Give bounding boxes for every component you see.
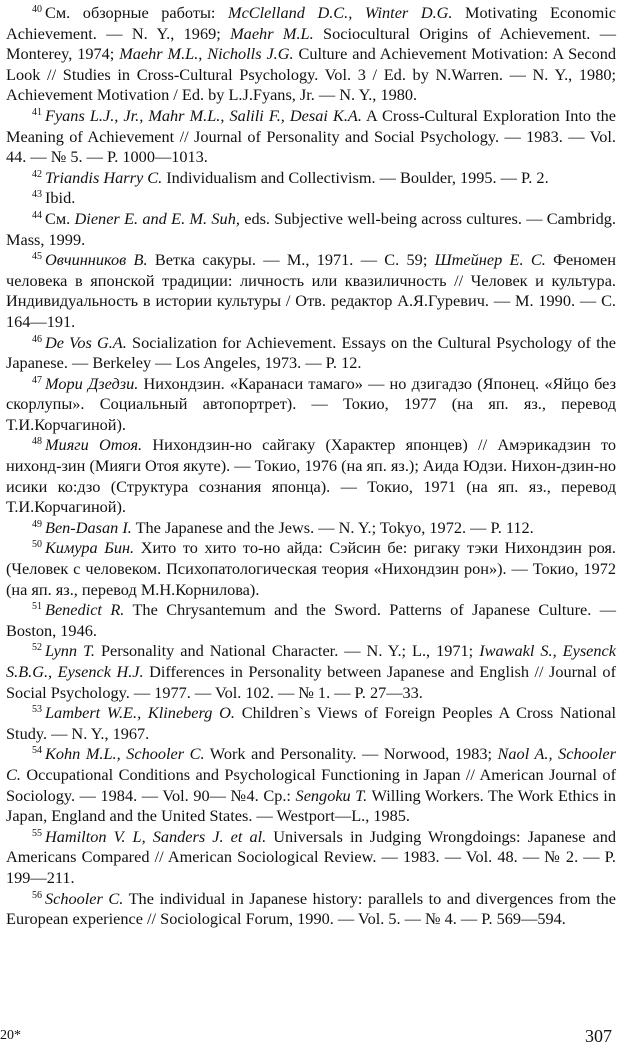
- footnote: [6, 106, 616, 168]
- footnote-text: Occupational Conditions and Psychological Functioning in Japan // American Journal of Sociology. — 1984. — Vol. 90— №4. Cp.:: [6, 764, 616, 805]
- footnote-number: 54: [32, 745, 42, 757]
- footnote-number: 55: [32, 827, 42, 839]
- footnote-author: Мори Дзедзи.: [45, 373, 139, 393]
- footnote-number: 49: [32, 518, 42, 530]
- footnote-author: Кимура Бин.: [45, 538, 135, 558]
- footnote-author: Diener E. and E. M. Suh,: [74, 208, 240, 228]
- footnote-text: Нихондзин-но сайгаку (Характер японцев) // Амэрикадзин то нихонд-зин (Мияги Отоя якуте). — Токио, 1976 (на яп. яз.); Аида Юдзи. Нихон-дзин-но исики ко:дзо (Структура сознания японца). — Токио, 1971 (на яп. яз., перевод Т.И.Корчагиной).: [6, 435, 617, 517]
- footnote-text: Ibid.: [45, 188, 76, 208]
- footnote-author: Naol A., Schooler C.: [6, 744, 616, 784]
- footnote-author: Schooler C.: [45, 888, 124, 908]
- footnote-author: Штейнер Е. С.: [434, 250, 546, 270]
- footnote-author: Maehr M.L., Nicholls J.G.: [119, 44, 294, 64]
- footnote-author: Iwawakl S., Eysenck S.B.G., Eysenck H.J.: [6, 641, 617, 681]
- page-number: 307: [585, 1026, 612, 1046]
- footnote-author: Овчинников В.: [45, 250, 148, 270]
- footnote-text: Нихондзин. «Каранаси тамаго» — но дзигадзо (Японец. «Яйцо без скорлупы». Социальный автопортрет). — Токио, 1977 (на яп. яз., перевод Т.И.Корчагиной).: [6, 373, 616, 434]
- footnote: [6, 209, 616, 250]
- footnote-author: Fyans L.J., Jr., Mahr M.L., Salili F., Desai K.A.: [45, 105, 362, 125]
- footnote-text: См. обзорные работы:: [45, 3, 229, 22]
- footnote-text: Willing Workers. The Work Ethics in Japan, England and the United States. — Westport—L., 1985.: [6, 785, 616, 826]
- footnote: [6, 3, 616, 106]
- footnote-text: См.: [45, 208, 75, 228]
- footnote: [6, 333, 616, 374]
- footnote-author: Lambert W.E., Klineberg O.: [45, 703, 235, 723]
- footnote-author: Kohn M.L., Schooler C.: [45, 744, 205, 764]
- page-footer: [0, 1026, 620, 1048]
- footnote-text: Хито то хито то-но айда: Сэйсин бе: ригаку тэки Нихондзин роя. (Человек с человеком. Психопатологическая теория «Нихондзин рон»). — Токио, 1972 (на яп. яз., перевод М.Н.Корнилова).: [6, 538, 616, 599]
- footnote-text: The Japanese and the Jews. — N. Y.; Tokyo, 1972. — P. 112.: [131, 517, 534, 537]
- footnote: [6, 188, 616, 209]
- footnote-text: eds. Subjective well-being across cultures. — Cambridg. Mass, 1999.: [6, 208, 616, 249]
- footnote: [6, 889, 616, 930]
- footnote-number: 42: [32, 168, 42, 180]
- footnote-author: Maehr M.L.: [230, 23, 314, 43]
- footnote-text: Differences in Personality between Japanese and English // Journal of Social Psychology. — 1977. — Vol. 102. — № 1. — P. 27—33.: [6, 662, 616, 702]
- footnote-number: 53: [32, 704, 42, 716]
- footnote-author: Hamilton V. L, Sanders J. et al.: [45, 826, 267, 846]
- footnote-text: Феномен человека в японской традиции: личность или квазиличность // Человек и культура. Индивидуальность в истории культуры / Отв. редактор А.Я.Гуревич. — М. 1990. — С. 164—191.: [6, 250, 616, 331]
- footnote: [6, 250, 616, 332]
- footnote-author: Triandis Harry C.: [45, 167, 163, 187]
- footnote-number: 51: [32, 601, 42, 613]
- footnote-text: Individualism and Collectivism. — Boulder, 1995. — P. 2.: [162, 167, 549, 187]
- footnote: [6, 374, 616, 436]
- footnote: [6, 703, 616, 744]
- footnote: [6, 435, 616, 517]
- footnote-text: The individual in Japanese history: parallels to and divergences from the European experience // Sociological Forum, 1990. — Vol. 5. — № 4. — P. 569—594.: [6, 888, 617, 929]
- footnote-list: [6, 3, 616, 930]
- footnote: [6, 827, 616, 889]
- footnote-number: 56: [32, 889, 42, 901]
- footnote: [6, 641, 616, 703]
- footnote-text: A Cross-Cultural Exploration Into the Meaning of Achievement // Journal of Personality and Social Psychology. — 1983. — Vol. 44. — № 5. — P. 1000—1013.: [6, 105, 616, 167]
- footnote-text: Children`s Views of Foreign Peoples A Cross National Study. — N. Y., 1967.: [6, 703, 616, 743]
- footnote-text: The Chrysantemum and the Sword. Patterns of Japanese Culture. — Boston, 1946.: [6, 600, 616, 640]
- footnote: [6, 168, 616, 189]
- footnote-text: Socialization for Achievement. Essays on the Cultural Psychology of the Japanese. — Berkeley — Los Angeles, 1973. — P. 12.: [6, 332, 616, 373]
- footnote-text: Sociocultural Origins of Achievement. — Monterey, 1974;: [6, 23, 617, 64]
- footnote-text: Universals in Judging Wrongdoings: Japanese and Americans Compared // American Sociological Review. — 1983. — Vol. 48. — № 2. — P. 199—211.: [6, 826, 617, 887]
- footnote-number: 48: [32, 436, 42, 448]
- footnote-author: Benedict R.: [45, 600, 125, 620]
- footnote-author: McClelland D.C., Winter D.G.: [228, 3, 453, 22]
- footnote-number: 41: [32, 106, 42, 118]
- footnote-text: Motivating Economic Achievement. — N. Y., 1969;: [6, 3, 616, 43]
- footnote-text: Personality and National Character. — N. Y.; L., 1971;: [95, 641, 480, 661]
- footnote-number: 43: [32, 189, 42, 201]
- footnote-number: 47: [32, 374, 42, 386]
- footnote-author: Ben-Dasan I.: [45, 517, 132, 537]
- footnote-number: 52: [32, 642, 42, 654]
- footnote-author: Sengoku T.: [295, 785, 368, 805]
- footnote-number: 45: [32, 251, 42, 263]
- printer-signature-mark: 20*: [0, 1028, 21, 1043]
- footnote-number: 44: [32, 209, 42, 221]
- footnote: [6, 518, 616, 539]
- footnote-text: Culture and Achievement Motivation: A Second Look // Studies in Cross-Cultural Psychology. Vol. 3 / Ed. by N.Warren. — N. Y., 1980; Achievement Motivation / Ed. by L.J.Fyans, Jr. — N. Y., 1980.: [6, 44, 617, 105]
- footnote: [6, 744, 616, 826]
- footnote-author: Мияги Отоя.: [45, 435, 143, 455]
- footnote: [6, 538, 616, 600]
- footnote: [6, 600, 616, 641]
- footnote-number: 46: [32, 333, 42, 345]
- footnotes-page: [6, 3, 616, 930]
- footnote-text: Work and Personality. — Norwood, 1983;: [204, 744, 498, 764]
- footnote-author: Lynn T.: [45, 641, 95, 661]
- footnote-text: Ветка сакуры. — М., 1971. — С. 59;: [147, 250, 435, 270]
- footnote-number: 40: [32, 4, 42, 15]
- footnote-number: 50: [32, 539, 42, 551]
- footnote-author: De Vos G.A.: [45, 332, 127, 352]
